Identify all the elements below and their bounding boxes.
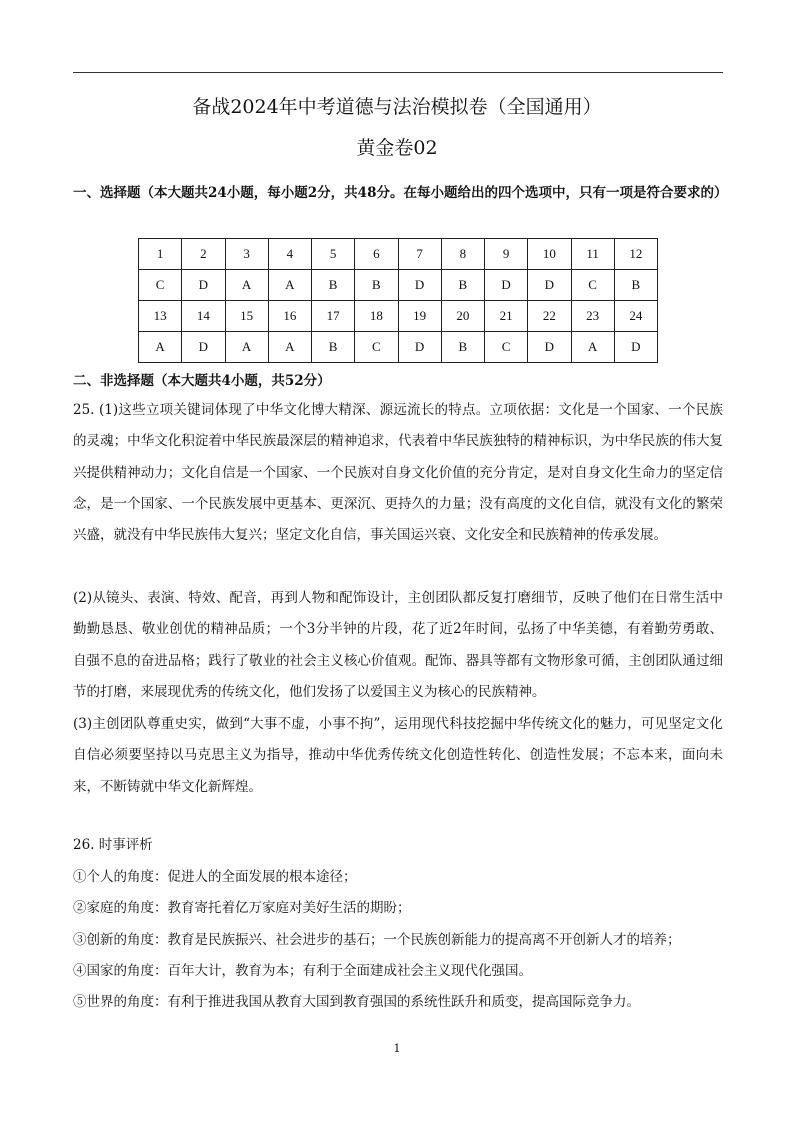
table-cell: D — [528, 270, 571, 301]
table-cell: 5 — [312, 239, 355, 270]
table-cell: C — [485, 332, 528, 363]
q26-title: 26. 时事评析 — [73, 837, 153, 853]
table-row — [139, 239, 658, 270]
list-item: ④国家的角度：百年大计，教育为本；有利于全面建成社会主义现代化强国。 — [73, 962, 532, 979]
section2-heading: 二、非选择题（本大题共4小题，共52分） — [73, 373, 331, 389]
page-number: 1 — [393, 1042, 401, 1055]
table-cell: A — [225, 332, 268, 363]
table-cell: 21 — [485, 301, 528, 332]
table-cell: A — [268, 270, 311, 301]
table-cell: D — [398, 332, 441, 363]
section1-heading: 一、选择题（本大题共24小题，每小题2分，共48分。在每小题给出的四个选项中，只有一项是符合要求的） — [73, 185, 728, 201]
table-cell: 9 — [485, 239, 528, 270]
table-cell: 16 — [268, 301, 311, 332]
page-title: 备战2024年中考道德与法治模拟卷（全国通用） — [192, 96, 602, 118]
list-item: ⑤世界的角度：有利于推进我国从教育大国到教育强国的系统性跃升和质变，提高国际竞争力。 — [73, 994, 640, 1011]
table-cell: D — [528, 332, 571, 363]
q25-answer-part2: (2)从镜头、表演、特效、配音，再到人物和配饰设计，主创团队都反复打磨细节，反映了他们在日常生活中勤勤恳恳、敬业创优的精神品质；一个3分半钟的片段，花了近2年时间，弘扬了中华美德，有着勤劳勇敢、自强不息的奋进品格；践行了敬业的社会主义核心价值观。配饰、器具等都有文物形象可循，主创团队通过细节的打磨，来展现优秀的传统文化，他们发扬了以爱国主义为核心的民族精神。 — [73, 590, 723, 700]
q25-answer-part3: (3)主创团队尊重史实，做到“大事不虚，小事不拘”，运用现代科技挖掘中华传统文化的魅力，可见坚定文化自信必须要坚持以马克思主义为指导，推动中华优秀传统文化创造性转化、创造性发展；不忘本来，面向未来，不断铸就中华文化新辉煌。 — [73, 716, 723, 795]
table-cell: A — [225, 270, 268, 301]
list-item: ②家庭的角度：教育寄托着亿万家庭对美好生活的期盼； — [73, 900, 411, 917]
table-cell: 12 — [614, 239, 657, 270]
q25-answer-part1: 25. (1)这些立项关键词体现了中华文化博大精深、源远流长的特点。立项依据：文化是一个国家、一个民族的灵魂；中华文化积淀着中华民族最深层的精神追求，代表着中华民族独特的精神标识，为中华民族的伟大复兴提供精神动力；文化自信是一个国家、一个民族对自身文化价值的充分肯定，是对自身文化生命力的坚定信念，是一个国家、一个民族发展中更基本、更深沉、更持久的力量；没有高度的文化自信，就没有文化的繁荣兴盛，就没有中华民族伟大复兴；坚定文化自信，事关国运兴衰、文化安全和民族精神的传承发展。 — [73, 402, 723, 544]
table-cell: 3 — [225, 239, 268, 270]
table-cell: A — [268, 332, 311, 363]
table-cell: 20 — [441, 301, 484, 332]
table-cell: A — [139, 332, 182, 363]
table-cell: 7 — [398, 239, 441, 270]
table-cell: 19 — [398, 301, 441, 332]
table-cell: D — [485, 270, 528, 301]
table-cell: 10 — [528, 239, 571, 270]
table-row — [139, 270, 658, 301]
table-cell: B — [614, 270, 657, 301]
q26-list — [73, 862, 723, 1018]
table-cell: B — [441, 332, 484, 363]
table-row — [139, 301, 658, 332]
list-item: ③创新的角度：教育是民族振兴、社会进步的基石；一个民族创新能力的提高离不开创新人才的培养； — [73, 931, 681, 948]
table-cell: B — [312, 332, 355, 363]
table-cell: 22 — [528, 301, 571, 332]
table-cell: 11 — [571, 239, 614, 270]
table-cell: B — [312, 270, 355, 301]
table-cell: 6 — [355, 239, 398, 270]
page-subtitle: 黄金卷02 — [356, 137, 438, 159]
table-cell: B — [355, 270, 398, 301]
top-rule — [73, 72, 723, 73]
table-cell: C — [571, 270, 614, 301]
table-cell: D — [398, 270, 441, 301]
table-cell: 18 — [355, 301, 398, 332]
table-cell: D — [182, 332, 225, 363]
table-cell: B — [441, 270, 484, 301]
table-row — [139, 332, 658, 363]
table-cell: 23 — [571, 301, 614, 332]
table-cell: 14 — [182, 301, 225, 332]
table-cell: D — [614, 332, 657, 363]
table-cell: D — [182, 270, 225, 301]
answer-table — [138, 238, 658, 363]
table-cell: 1 — [139, 239, 182, 270]
table-cell: 24 — [614, 301, 657, 332]
table-cell: C — [355, 332, 398, 363]
table-cell: C — [139, 270, 182, 301]
table-cell: 4 — [268, 239, 311, 270]
list-item: ①个人的角度：促进人的全面发展的根本途径； — [73, 869, 357, 885]
table-cell: 15 — [225, 301, 268, 332]
table-cell: 8 — [441, 239, 484, 270]
table-cell: 17 — [312, 301, 355, 332]
table-cell: 2 — [182, 239, 225, 270]
table-cell: A — [571, 332, 614, 363]
table-cell: 13 — [139, 301, 182, 332]
